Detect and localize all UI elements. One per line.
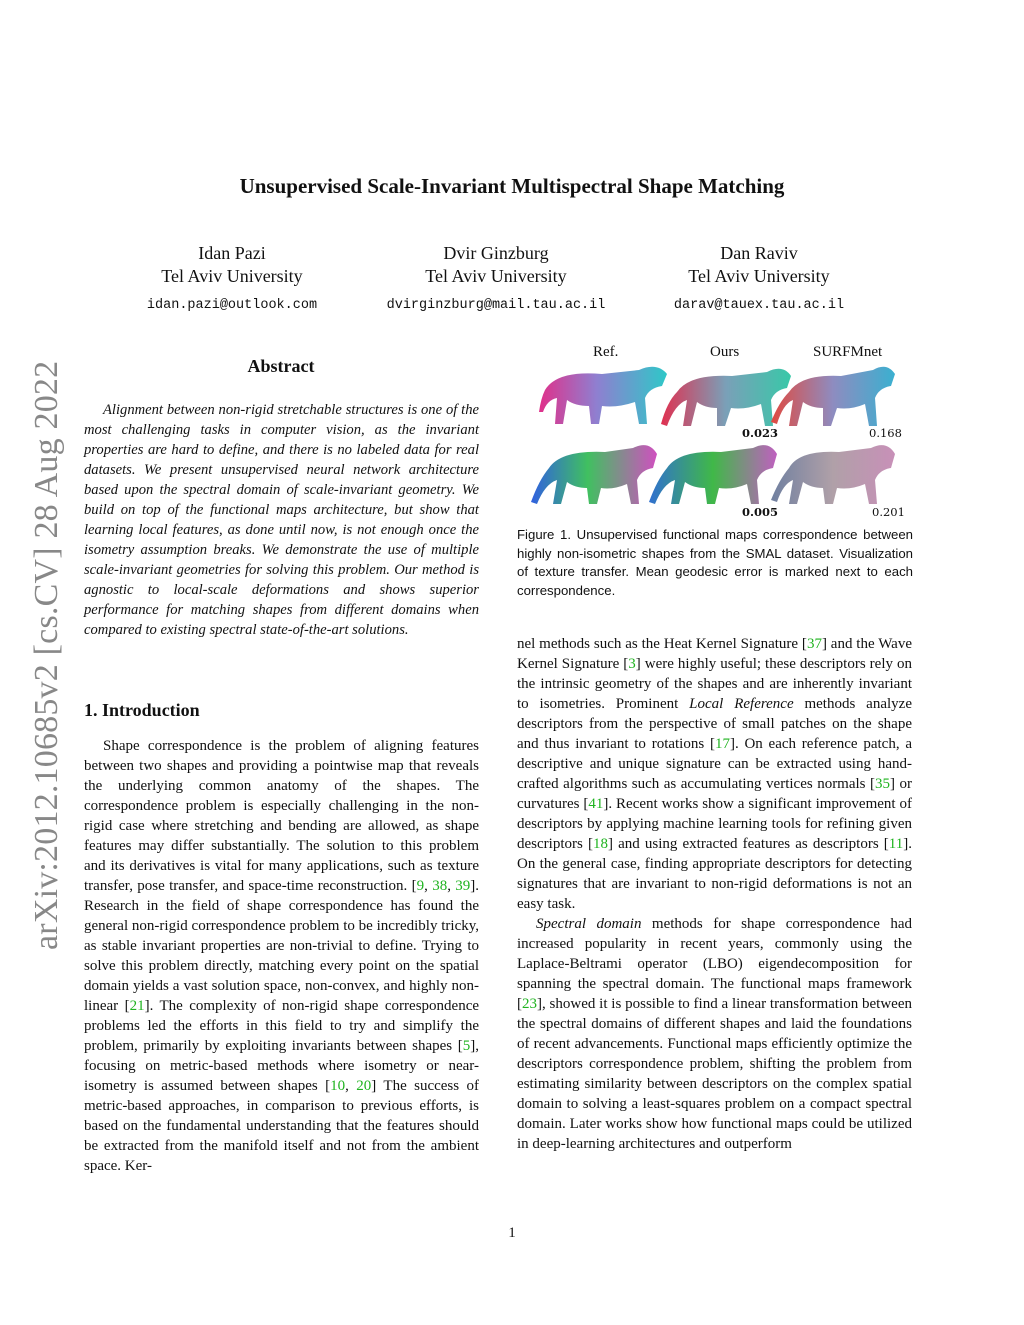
abstract	[84, 400, 479, 640]
error-value: 0.168	[869, 426, 902, 440]
citation[interactable]: 37	[806, 636, 822, 652]
page-number: 1	[508, 1225, 516, 1241]
author-name: Dvir Ginzburg	[443, 243, 549, 263]
arxiv-watermark: arXiv:2012.10685v2 [cs.CV] 28 Aug 2022	[28, 360, 65, 950]
citation[interactable]: 41	[588, 796, 604, 812]
abstract-heading: Abstract	[247, 356, 315, 376]
citation[interactable]: 38	[432, 878, 448, 894]
section-heading: 1. Introduction	[84, 700, 200, 720]
figure-1	[517, 340, 913, 526]
citation[interactable]: 3	[628, 656, 636, 672]
author-email: dvirginzburg@mail.tau.ac.il	[386, 298, 606, 313]
author-name: Idan Pazi	[198, 243, 266, 263]
lion-surfmnet-2	[771, 445, 895, 504]
figure-column-label: Ours	[710, 344, 740, 360]
abstract-text: Alignment between non-rigid stretchable structures is one of the most challenging tasks in computer vision, as the invariant properties are hard to define, and there is no labeled data for real datasets. We present unsupervised neural network architecture based upon the spectral domain of scale-invariant geometry. We build on top of the functional maps architecture, but show that learning local features, as done until now, is not enough once the isometry assumption breaks. We demonstrate the use of multiple scale-invariant geometries for solving this problem. Our method is agnostic to local-scale deformations and shows superior performance for matching shapes from different domains when compared to existing spectral state-of-the-art solutions.	[84, 402, 479, 638]
paragraph: nel methods such as the Heat Kernel Signature [37] and the Wave Kernel Signature [3] were highly useful; these descriptors rely on the intrinsic geometry of the shapes and are inherently invariant to isometries. Prominent Local Reference methods analyze descriptors from the perspective of small patches on the shape and thus invariant to rotations [17]. On each reference patch, a descriptive and unique signature can be extracted using hand-crafted algorithms such as accumulating vertices normals [35] or curvatures [41]. Recent works show a significant improvement of descriptors by applying machine learning tools for refining given descriptors [18] and using extracted features as descriptors [11]. On the general case, finding appropriate descriptors for detecting signatures that are invariant to non-rigid deformations is not an easy task.	[517, 636, 912, 912]
author-affiliation: Tel Aviv University	[688, 266, 830, 286]
citation[interactable]: 9	[416, 878, 425, 894]
citation[interactable]: 21	[129, 998, 145, 1014]
lion-ref	[539, 367, 667, 424]
author-2	[371, 242, 621, 317]
lion-ours-2	[649, 445, 777, 504]
intro-paragraph: Shape correspondence is the problem of aligning features between two shapes and providing a pointwise map that reveals the underlying common anatomy of the shapes. The correspondence problem is especially challenging in the non-rigid case where stretching and bending are allowed, as shape features may differ substantially. The solution to this problem and its derivatives is vital for many applications, such as texture transfer, pose transfer, and space-time reconstruction. [9, 38, 39]. Research in the field of shape correspondence has found the general non-rigid correspondence problem to be incredibly tricky, as stable invariant properties are non-trivial to define. Trying to solve this problem directly, matching every point on the spatial domain yields a vast solution space, non-convex, and highly non-linear [21]. The complexity of non-rigid shape correspondence problems led the efforts in this field to try and simplify the problem, primarily by exploiting invariants between shapes [5], focusing on metric-based methods where isometry or near-isometry is assumed between shapes [10, 20] The success of metric-based approaches, in comparison to previous efforts, is based on the fundamental understanding that the features should be extracted from the manifold itself and not from the ambient space. Ker-	[84, 738, 480, 1174]
citation[interactable]: 17	[714, 736, 730, 752]
left-column	[84, 736, 479, 1176]
citation[interactable]: 5	[462, 1038, 471, 1054]
lion-ref-2	[531, 445, 657, 504]
lion-ours-1	[661, 369, 791, 426]
author-3	[634, 242, 884, 317]
citation[interactable]: 23	[522, 996, 537, 1012]
citation[interactable]: 10	[330, 1078, 346, 1094]
error-value: 0.005	[742, 505, 779, 519]
figure-column-label: Ref.	[593, 344, 619, 360]
error-value: 0.023	[742, 426, 779, 440]
citation[interactable]: 35	[875, 776, 891, 792]
paper-title: Unsupervised Scale-Invariant Multispectral Shape Matching	[239, 174, 785, 198]
figure-column-label: SURFMnet	[813, 344, 883, 360]
citation[interactable]: 11	[888, 836, 904, 852]
author-1	[107, 242, 357, 317]
author-email: darav@tauex.tau.ac.il	[673, 298, 845, 313]
author-affiliation: Tel Aviv University	[425, 266, 567, 286]
citation[interactable]: 18	[592, 836, 608, 852]
author-affiliation: Tel Aviv University	[161, 266, 303, 286]
citation[interactable]: 20	[356, 1078, 372, 1094]
citation[interactable]: 39	[455, 878, 471, 894]
figure-caption: Figure 1. Unsupervised functional maps correspondence between highly non-isometric shapes from the SMAL dataset. Visualization of texture transfer. Mean geodesic error is marked next to each correspondence.	[517, 527, 913, 598]
shape-renderings	[517, 340, 913, 526]
paragraph: Spectral domain methods for shape correspondence had increased popularity in recent years, commonly using the Laplace-Beltrami operator (LBO) eigendecomposition for spanning the spectral domain. The functional maps framework [23], showed it is possible to find a linear transformation between the spectral domains of different shapes and laid the foundations of recent advancements. Functional maps efficiently optimize the descriptors correspondence problem, shifting the problem from estimating similarity between descriptors on the complex spatial domain to solving a least-squares problem on a compact spectral domain. Later works show how functional maps could be utilized in deep-learning architectures and outperform	[517, 916, 912, 1152]
author-name: Dan Raviv	[720, 243, 798, 263]
error-value: 0.201	[872, 505, 905, 519]
right-column	[517, 634, 912, 1154]
author-email: idan.pazi@outlook.com	[146, 298, 318, 313]
